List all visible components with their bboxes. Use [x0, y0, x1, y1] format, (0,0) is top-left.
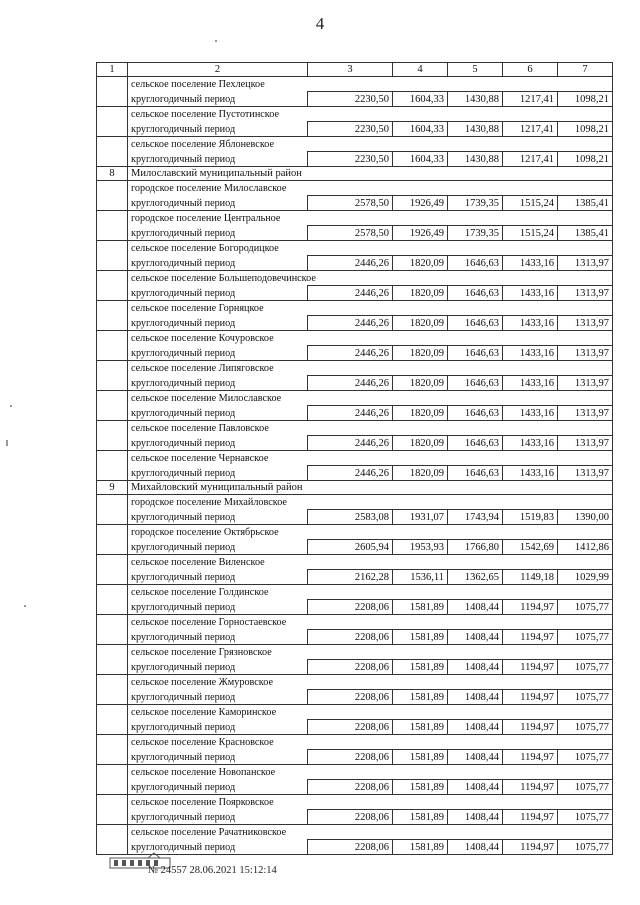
table-row: [97, 720, 613, 735]
tariff-value-col3: 2446,26: [308, 256, 393, 271]
settlement-name: сельское поселение Большеподовечинское: [128, 271, 613, 286]
tariff-value-col7: 1313,97: [558, 316, 613, 331]
row-number: [97, 137, 128, 167]
row-number: [97, 525, 128, 555]
tariff-value-col7: 1075,77: [558, 690, 613, 705]
tariff-value-col5: 1743,94: [448, 510, 503, 525]
period-label: круглогодичный период: [128, 570, 308, 585]
settlement-name-row: [97, 495, 613, 510]
table-row: [97, 540, 613, 555]
tariff-value-col5: 1766,80: [448, 540, 503, 555]
period-label: круглогодичный период: [128, 750, 308, 765]
tariff-value-col6: 1515,24: [503, 226, 558, 241]
tariff-value-col7: 1313,97: [558, 346, 613, 361]
tariff-value-col3: 2208,06: [308, 810, 393, 825]
tariff-value-col3: 2208,06: [308, 720, 393, 735]
tariff-value-col5: 1408,44: [448, 720, 503, 735]
tariff-value-col6: 1433,16: [503, 406, 558, 421]
tariff-value-col4: 1820,09: [393, 466, 448, 481]
settlement-name-row: [97, 525, 613, 540]
table-row: [97, 196, 613, 211]
tariff-value-col7: 1313,97: [558, 286, 613, 301]
row-number: [97, 765, 128, 795]
tariff-value-col7: 1098,21: [558, 152, 613, 167]
tariff-value-col4: 1581,89: [393, 840, 448, 855]
district-name: Милославский муниципальный район: [128, 167, 613, 181]
tariff-value-col3: 2208,06: [308, 630, 393, 645]
tariff-value-col3: 2446,26: [308, 406, 393, 421]
tariff-value-col3: 2446,26: [308, 436, 393, 451]
tariff-value-col3: 2446,26: [308, 376, 393, 391]
tariff-value-col3: 2446,26: [308, 286, 393, 301]
tariff-value-col5: 1646,63: [448, 256, 503, 271]
row-number: [97, 705, 128, 735]
settlement-name-row: [97, 391, 613, 406]
settlement-name: сельское поселение Чернавское: [128, 451, 613, 466]
settlement-name-row: [97, 241, 613, 256]
tariff-value-col4: 1604,33: [393, 92, 448, 107]
scan-speck: [24, 605, 26, 607]
settlement-name-row: [97, 735, 613, 750]
document-number: № 24557: [148, 865, 187, 876]
column-header: 4: [393, 63, 448, 77]
table-row: [97, 750, 613, 765]
period-label: круглогодичный период: [128, 780, 308, 795]
tariff-value-col6: 1433,16: [503, 436, 558, 451]
table-row: [97, 510, 613, 525]
tariff-value-col4: 1820,09: [393, 376, 448, 391]
settlement-name: сельское поселение Красновское: [128, 735, 613, 750]
tariff-value-col5: 1408,44: [448, 810, 503, 825]
district-name: Михайловский муниципальный район: [128, 481, 613, 495]
tariff-value-col5: 1408,44: [448, 750, 503, 765]
settlement-name-row: [97, 795, 613, 810]
settlement-name: городское поселение Центральное: [128, 211, 613, 226]
tariff-value-col3: 2605,94: [308, 540, 393, 555]
period-label: круглогодичный период: [128, 630, 308, 645]
row-number: [97, 211, 128, 241]
settlement-name: городское поселение Михайловское: [128, 495, 613, 510]
table-row: [97, 406, 613, 421]
row-number: [97, 585, 128, 615]
row-number: [97, 107, 128, 137]
tariff-value-col4: 1820,09: [393, 346, 448, 361]
period-label: круглогодичный период: [128, 376, 308, 391]
tariff-value-col4: 1931,07: [393, 510, 448, 525]
settlement-name: сельское поселение Пехлецкое: [128, 77, 613, 92]
settlement-name: сельское поселение Виленское: [128, 555, 613, 570]
tariff-value-col7: 1385,41: [558, 196, 613, 211]
settlement-name-row: [97, 555, 613, 570]
tariff-value-col3: 2208,06: [308, 780, 393, 795]
tariff-value-col5: 1646,63: [448, 406, 503, 421]
period-label: круглогодичный период: [128, 690, 308, 705]
settlement-name: сельское поселение Липяговское: [128, 361, 613, 376]
tariff-value-col4: 1581,89: [393, 690, 448, 705]
tariff-value-col7: 1075,77: [558, 810, 613, 825]
tariff-value-col5: 1430,88: [448, 152, 503, 167]
row-number: [97, 555, 128, 585]
period-label: круглогодичный период: [128, 466, 308, 481]
tariff-value-col3: 2208,06: [308, 600, 393, 615]
tariff-value-col4: 1820,09: [393, 406, 448, 421]
settlement-name: сельское поселение Каморинское: [128, 705, 613, 720]
tariff-value-col7: 1313,97: [558, 466, 613, 481]
column-header: 7: [558, 63, 613, 77]
period-label: круглогодичный период: [128, 660, 308, 675]
tariff-value-col3: 2162,28: [308, 570, 393, 585]
tariff-value-col6: 1194,97: [503, 780, 558, 795]
tariff-value-col7: 1029,99: [558, 570, 613, 585]
settlement-name: городское поселение Милославское: [128, 181, 613, 196]
tariff-value-col5: 1408,44: [448, 600, 503, 615]
table-row: [97, 316, 613, 331]
tariff-value-col3: 2578,50: [308, 196, 393, 211]
column-header: 5: [448, 63, 503, 77]
tariff-value-col5: 1739,35: [448, 196, 503, 211]
row-number: [97, 645, 128, 675]
tariff-value-col7: 1075,77: [558, 600, 613, 615]
tariff-value-col6: 1433,16: [503, 316, 558, 331]
tariff-value-col6: 1217,41: [503, 122, 558, 137]
tariff-value-col5: 1408,44: [448, 840, 503, 855]
settlement-name-row: [97, 181, 613, 196]
tariff-value-col5: 1646,63: [448, 466, 503, 481]
row-number: [97, 241, 128, 271]
settlement-name-row: [97, 137, 613, 152]
period-label: круглогодичный период: [128, 92, 308, 107]
tariff-value-col4: 1581,89: [393, 600, 448, 615]
tariff-value-col4: 1820,09: [393, 436, 448, 451]
settlement-name-row: [97, 615, 613, 630]
row-number: [97, 675, 128, 705]
tariff-value-col4: 1820,09: [393, 256, 448, 271]
column-header: 1: [97, 63, 128, 77]
settlement-name-row: [97, 107, 613, 122]
tariff-value-col7: 1313,97: [558, 256, 613, 271]
settlement-name-row: [97, 585, 613, 600]
tariff-value-col3: 2208,06: [308, 690, 393, 705]
row-number: [97, 361, 128, 391]
tariff-value-col5: 1646,63: [448, 436, 503, 451]
tariff-value-col4: 1581,89: [393, 780, 448, 795]
scan-speck: [10, 405, 12, 407]
tariff-value-col3: 2446,26: [308, 466, 393, 481]
tariff-value-col6: 1217,41: [503, 92, 558, 107]
settlement-name: сельское поселение Яблоневское: [128, 137, 613, 152]
settlement-name-row: [97, 645, 613, 660]
settlement-name: сельское поселение Горняцкое: [128, 301, 613, 316]
row-number: [97, 451, 128, 481]
tariff-value-col5: 1646,63: [448, 316, 503, 331]
period-label: круглогодичный период: [128, 286, 308, 301]
tariff-value-col6: 1194,97: [503, 840, 558, 855]
settlement-name-row: [97, 77, 613, 92]
tariff-value-col4: 1536,11: [393, 570, 448, 585]
scan-speck: [6, 440, 8, 446]
settlement-name: сельское поселение Жмуровское: [128, 675, 613, 690]
settlement-name-row: [97, 361, 613, 376]
district-row: [97, 481, 613, 495]
settlement-name: сельское поселение Новопанское: [128, 765, 613, 780]
tariff-value-col4: 1820,09: [393, 286, 448, 301]
tariff-value-col6: 1194,97: [503, 720, 558, 735]
tariff-value-col5: 1739,35: [448, 226, 503, 241]
settlement-name: сельское поселение Кочуровское: [128, 331, 613, 346]
tariff-value-col5: 1408,44: [448, 630, 503, 645]
tariff-value-col3: 2208,06: [308, 840, 393, 855]
tariff-value-col4: 1581,89: [393, 720, 448, 735]
tariff-value-col5: 1646,63: [448, 286, 503, 301]
tariff-value-col5: 1408,44: [448, 780, 503, 795]
tariff-value-col6: 1542,69: [503, 540, 558, 555]
table-header-row: [97, 63, 613, 77]
settlement-name-row: [97, 765, 613, 780]
settlement-name: сельское поселение Грязновское: [128, 645, 613, 660]
tariff-value-col4: 1581,89: [393, 630, 448, 645]
table-row: [97, 630, 613, 645]
tariff-value-col6: 1519,83: [503, 510, 558, 525]
table-row: [97, 92, 613, 107]
settlement-name-row: [97, 451, 613, 466]
tariff-value-col5: 1646,63: [448, 376, 503, 391]
column-header: 6: [503, 63, 558, 77]
page-number: 4: [315, 14, 325, 33]
period-label: круглогодичный период: [128, 810, 308, 825]
tariff-value-col6: 1433,16: [503, 376, 558, 391]
settlement-name: сельское поселение Поярковское: [128, 795, 613, 810]
settlement-name-row: [97, 271, 613, 286]
table-row: [97, 780, 613, 795]
scan-speck: [215, 40, 217, 42]
tariff-value-col4: 1926,49: [393, 196, 448, 211]
tariff-value-col7: 1075,77: [558, 750, 613, 765]
tariff-value-col7: 1313,97: [558, 376, 613, 391]
row-number: [97, 735, 128, 765]
period-label: круглогодичный период: [128, 152, 308, 167]
row-number: [97, 181, 128, 211]
table-row: [97, 466, 613, 481]
table-row: [97, 376, 613, 391]
row-number: [97, 391, 128, 421]
table-row: [97, 660, 613, 675]
tariff-value-col3: 2446,26: [308, 346, 393, 361]
settlement-name-row: [97, 211, 613, 226]
table-row: [97, 436, 613, 451]
tariff-value-col5: 1646,63: [448, 346, 503, 361]
district-row: [97, 167, 613, 181]
tariff-value-col5: 1430,88: [448, 92, 503, 107]
table-row: [97, 286, 613, 301]
period-label: круглогодичный период: [128, 196, 308, 211]
settlement-name: сельское поселение Голдинское: [128, 585, 613, 600]
tariff-value-col3: 2230,50: [308, 152, 393, 167]
tariff-value-col3: 2583,08: [308, 510, 393, 525]
tariff-value-col6: 1515,24: [503, 196, 558, 211]
tariff-value-col4: 1581,89: [393, 660, 448, 675]
settlement-name: сельское поселение Пустотинское: [128, 107, 613, 122]
period-label: круглогодичный период: [128, 540, 308, 555]
tariff-value-col4: 1604,33: [393, 152, 448, 167]
settlement-name: сельское поселение Милославское: [128, 391, 613, 406]
row-number: [97, 615, 128, 645]
tariff-value-col3: 2208,06: [308, 660, 393, 675]
tariff-value-col3: 2578,50: [308, 226, 393, 241]
tariff-value-col6: 1194,97: [503, 810, 558, 825]
period-label: круглогодичный период: [128, 510, 308, 525]
row-number: [97, 331, 128, 361]
document-datetime: 28.06.2021 15:12:14: [189, 865, 277, 876]
tariff-value-col6: 1194,97: [503, 690, 558, 705]
tariff-value-col6: 1194,97: [503, 630, 558, 645]
period-label: круглогодичный период: [128, 122, 308, 137]
tariff-value-col4: 1604,33: [393, 122, 448, 137]
row-number: [97, 495, 128, 525]
tariff-value-col6: 1433,16: [503, 466, 558, 481]
tariff-value-col6: 1194,97: [503, 660, 558, 675]
row-number: [97, 795, 128, 825]
table-row: [97, 346, 613, 361]
tariff-value-col7: 1075,77: [558, 720, 613, 735]
period-label: круглогодичный период: [128, 406, 308, 421]
tariff-value-col6: 1433,16: [503, 346, 558, 361]
tariff-value-col4: 1820,09: [393, 316, 448, 331]
tariff-value-col7: 1412,86: [558, 540, 613, 555]
period-label: круглогодичный период: [128, 226, 308, 241]
tariff-value-col7: 1313,97: [558, 436, 613, 451]
column-header: 3: [308, 63, 393, 77]
table-row: [97, 226, 613, 241]
row-number: 8: [97, 167, 128, 181]
tariff-value-col7: 1313,97: [558, 406, 613, 421]
row-number: 9: [97, 481, 128, 495]
tariff-value-col3: 2230,50: [308, 122, 393, 137]
tariff-value-col7: 1075,77: [558, 630, 613, 645]
tariff-value-col7: 1098,21: [558, 122, 613, 137]
table-row: [97, 690, 613, 705]
tariff-value-col4: 1581,89: [393, 810, 448, 825]
settlement-name: сельское поселение Павловское: [128, 421, 613, 436]
settlement-name: сельское поселение Горностаевское: [128, 615, 613, 630]
row-number: [97, 421, 128, 451]
settlement-name-row: [97, 301, 613, 316]
row-number: [97, 301, 128, 331]
tariff-value-col6: 1217,41: [503, 152, 558, 167]
period-label: круглогодичный период: [128, 840, 308, 855]
tariff-value-col6: 1433,16: [503, 256, 558, 271]
table-row: [97, 256, 613, 271]
tariff-value-col7: 1098,21: [558, 92, 613, 107]
table-row: [97, 570, 613, 585]
settlement-name: сельское поселение Рачатниковское: [128, 825, 613, 840]
column-header: 2: [128, 63, 308, 77]
period-label: круглогодичный период: [128, 346, 308, 361]
settlement-name-row: [97, 675, 613, 690]
row-number: [97, 271, 128, 301]
settlement-name-row: [97, 705, 613, 720]
period-label: круглогодичный период: [128, 720, 308, 735]
table-row: [97, 810, 613, 825]
settlement-name-row: [97, 331, 613, 346]
tariff-value-col6: 1149,18: [503, 570, 558, 585]
tariff-value-col3: 2208,06: [308, 750, 393, 765]
tariff-value-col4: 1926,49: [393, 226, 448, 241]
tariff-value-col6: 1433,16: [503, 286, 558, 301]
tariff-value-col5: 1408,44: [448, 690, 503, 705]
settlement-name: городское поселение Октябрьское: [128, 525, 613, 540]
tariff-value-col7: 1075,77: [558, 660, 613, 675]
tariff-value-col5: 1362,65: [448, 570, 503, 585]
tariff-value-col3: 2446,26: [308, 316, 393, 331]
tariff-value-col7: 1075,77: [558, 780, 613, 795]
tariff-value-col5: 1430,88: [448, 122, 503, 137]
table-row: [97, 122, 613, 137]
table-row: [97, 600, 613, 615]
tariff-value-col7: 1385,41: [558, 226, 613, 241]
tariff-value-col6: 1194,97: [503, 600, 558, 615]
tariff-value-col7: 1075,77: [558, 840, 613, 855]
tariff-value-col4: 1953,93: [393, 540, 448, 555]
period-label: круглогодичный период: [128, 256, 308, 271]
tariff-value-col6: 1194,97: [503, 750, 558, 765]
document-footer: [148, 865, 277, 876]
table-row: [97, 152, 613, 167]
period-label: круглогодичный период: [128, 600, 308, 615]
row-number: [97, 77, 128, 107]
tariff-value-col7: 1390,00: [558, 510, 613, 525]
period-label: круглогодичный период: [128, 436, 308, 451]
settlement-name: сельское поселение Богородицкое: [128, 241, 613, 256]
period-label: круглогодичный период: [128, 316, 308, 331]
tariff-value-col5: 1408,44: [448, 660, 503, 675]
tariff-value-col4: 1581,89: [393, 750, 448, 765]
tariff-table: [96, 62, 613, 855]
tariff-value-col3: 2230,50: [308, 92, 393, 107]
settlement-name-row: [97, 421, 613, 436]
settlement-name-row: [97, 825, 613, 840]
